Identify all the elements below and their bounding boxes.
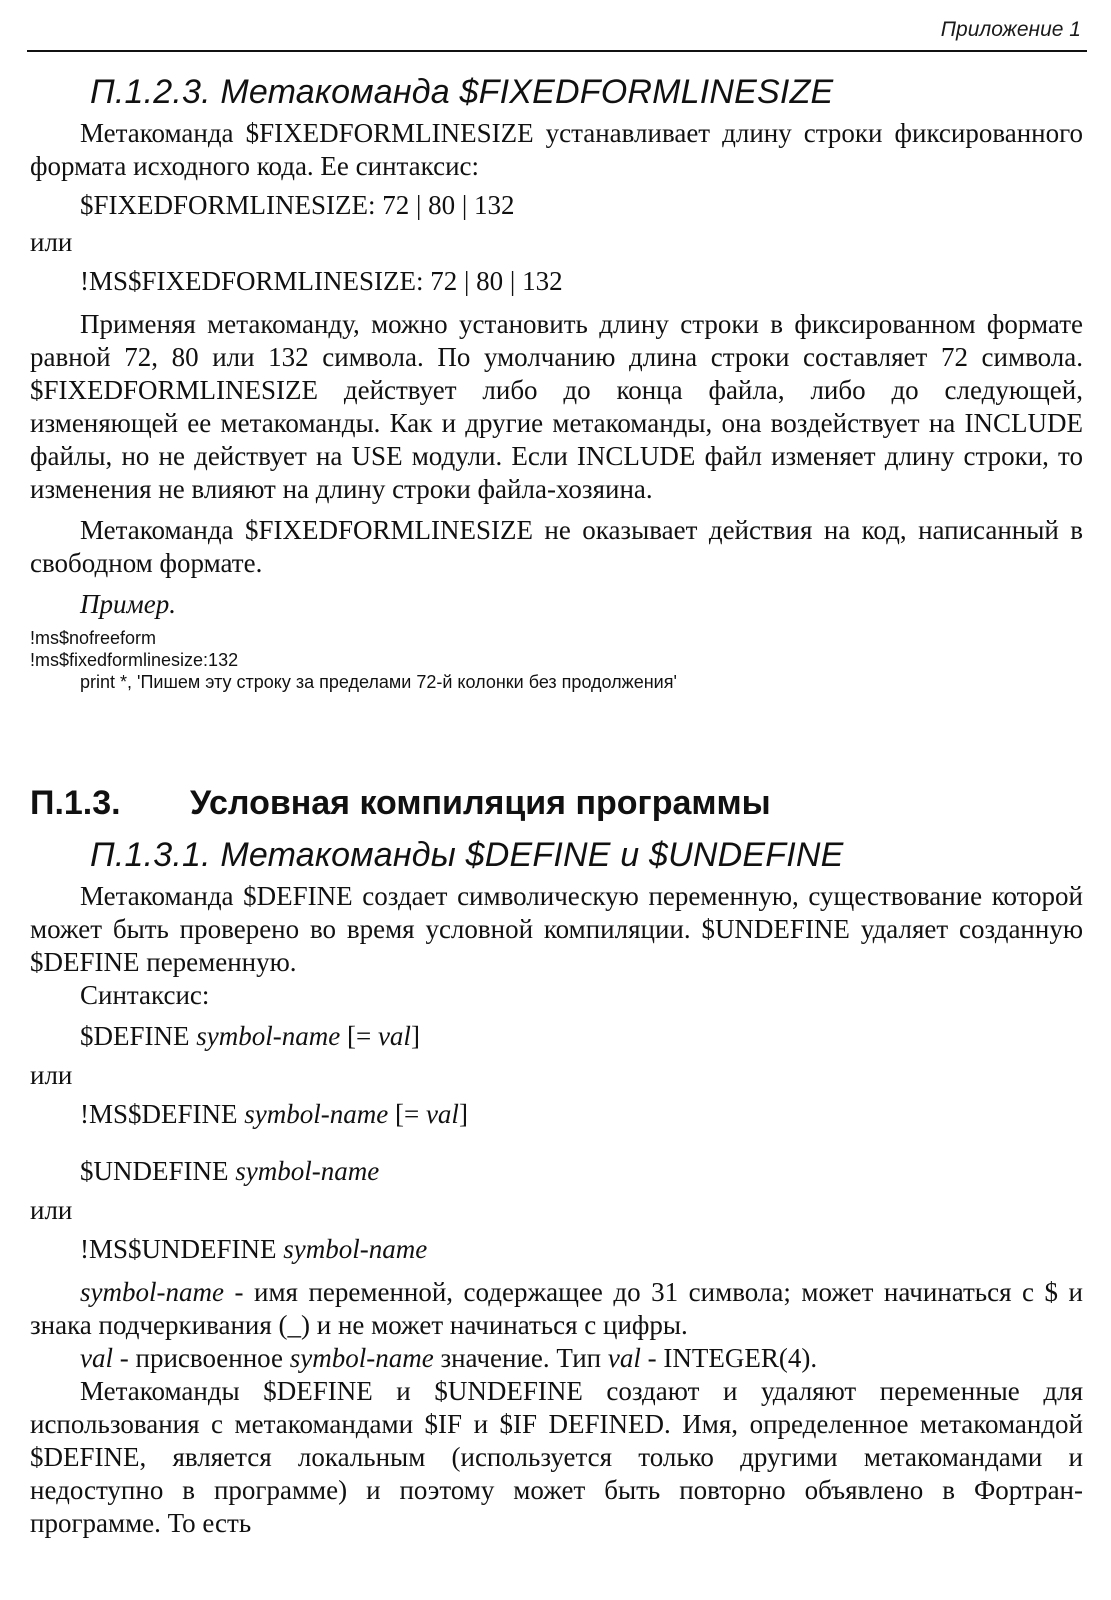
code-line: !ms$nofreeform	[30, 628, 157, 648]
syntax-token: [=	[346, 1021, 372, 1051]
keyword: !MS$DEFINE	[80, 1099, 238, 1129]
or-label: или	[30, 227, 73, 257]
paragraph: Метакоманда $FIXEDFORMLINESIZE не оказывает действия на код, написанный в свободном формате.	[30, 515, 1083, 578]
code-line: !ms$fixedformlinesize:132	[30, 650, 239, 670]
keyword: $UNDEFINE	[80, 1156, 229, 1186]
syntax-line: $FIXEDFORMLINESIZE: 72 | 80 | 132	[80, 190, 515, 220]
keyword: $DEFINE	[80, 1021, 190, 1051]
section-heading-conditional-compilation	[30, 783, 1083, 823]
syntax-token: ]	[410, 1021, 420, 1051]
definition-symbol-name	[30, 1276, 1083, 1342]
definition-val	[30, 1342, 1083, 1375]
definition-text: - INTEGER(4).	[647, 1343, 818, 1373]
or-label: или	[30, 1195, 73, 1225]
paragraph: Метакоманда $FIXEDFORMLINESIZE устанавливает длину строки фиксированного формата исходного кода. Ее синтаксис:	[30, 118, 1083, 181]
term: val	[80, 1343, 113, 1373]
argument: symbol-name	[244, 1099, 389, 1129]
keyword: !MS$UNDEFINE	[80, 1234, 277, 1264]
section-heading-define-undefine: П.1.3.1. Метакоманды $DEFINE и $UNDEFINE	[90, 836, 844, 874]
syntax-token: ]	[458, 1099, 468, 1129]
definition-text: значение. Тип	[440, 1343, 602, 1373]
section-3-body	[30, 880, 1083, 1540]
example-label: Пример.	[80, 589, 176, 619]
paragraph: Применяя метакоманду, можно установить длину строки в фиксированном формате равной 72, 80 или 132 символа. По умолчанию длина строки составляет 72 символа. $FIXEDFORMLINESIZE действует либо до конца файла, либо до следующей, изменяющей ее метакоманды. Как и другие метакоманды, она воздействует на INCLUDE файлы, но не действует на USE модули. Если INCLUDE файл изменяет длину строки, то изменения не влияют на длину строки файла-хозяина.	[30, 309, 1083, 504]
argument: symbol-name	[196, 1021, 341, 1051]
section-title: Условная компиляция программы	[190, 784, 771, 822]
argument: val	[377, 1021, 411, 1051]
syntax-line	[30, 1233, 1083, 1266]
syntax-label: Синтаксис:	[80, 980, 210, 1010]
term: val	[607, 1343, 641, 1373]
definition-text: - присвоенное	[119, 1343, 283, 1373]
syntax-line: !MS$FIXEDFORMLINESIZE: 72 | 80 | 132	[80, 266, 563, 296]
or-label: или	[30, 1060, 73, 1090]
definition-text: - имя переменной, содержащее до 31 символа; может начинаться с $ и знака подчеркивания (_) и не может начинаться с цифры.	[30, 1277, 1083, 1340]
term: symbol-name	[80, 1277, 224, 1307]
syntax-line	[30, 1020, 1083, 1053]
section-number: П.1.3.	[30, 784, 121, 822]
running-head: Приложение 1	[940, 18, 1081, 41]
section-1-body	[30, 117, 1083, 693]
argument: symbol-name	[283, 1234, 428, 1264]
argument: val	[425, 1099, 459, 1129]
code-example	[30, 627, 1083, 693]
syntax-token: [=	[394, 1099, 420, 1129]
header-rule	[27, 50, 1087, 52]
section-heading-fixedformlinesize: П.1.2.3. Метакоманда $FIXEDFORMLINESIZE	[90, 73, 834, 111]
paragraph: Метакоманды $DEFINE и $UNDEFINE создают и удаляют переменные для использования с метакомандами $IF и $IF DEFINED. Имя, определенное метакомандой $DEFINE, является локальным (используется только другими метакомандами и недоступно в программе) и поэтому может быть повторно объявлено в Фортран-программе. То есть	[30, 1376, 1083, 1538]
argument: symbol-name	[235, 1156, 380, 1186]
term: symbol-name	[289, 1343, 434, 1373]
syntax-line	[30, 1098, 1083, 1131]
syntax-line	[30, 1155, 1083, 1188]
paragraph: Метакоманда $DEFINE создает символическую переменную, существование которой может быть проверено во время условной компиляции. $UNDEFINE удаляет созданную $DEFINE переменную.	[30, 881, 1083, 977]
code-line: print *, 'Пишем эту строку за пределами 72-й колонки без продолжения'	[80, 672, 677, 692]
